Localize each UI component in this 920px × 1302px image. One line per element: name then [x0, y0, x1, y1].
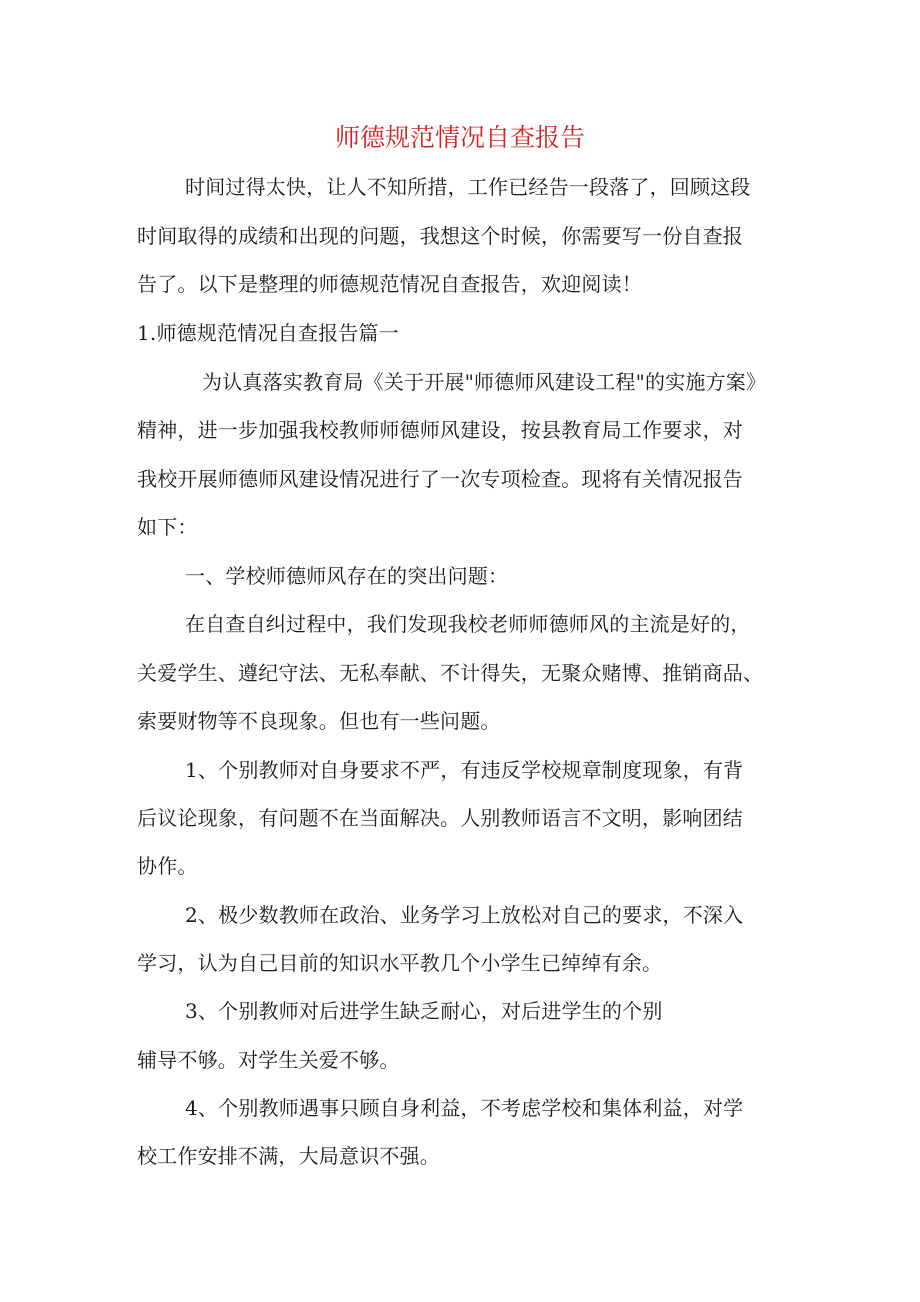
intro-line: 时间取得的成绩和出现的问题，我想这个时候，你需要写一份自查报	[137, 224, 743, 248]
intro-line: 告了。以下是整理的师德规范情况自查报告，欢迎阅读！	[137, 272, 642, 296]
paragraph-line: 精神，进一步加强我校教师师德师风建设，按县教育局工作要求，对	[137, 418, 743, 442]
list-item-line: 1、个别教师对自身要求不严，有违反学校规章制度现象，有背	[185, 758, 744, 782]
section-heading: 1.师德规范情况自查报告篇一	[137, 321, 399, 345]
paragraph-line: 如下：	[137, 515, 198, 539]
paragraph-line: 在自查自纠过程中，我们发现我校老师师德师风的主流是好的，	[185, 612, 751, 636]
page-title: 师德规范情况自查报告	[334, 123, 585, 152]
list-item-line: 辅导不够。对学生关爱不够。	[137, 1048, 400, 1072]
paragraph-line: 为认真落实教育局《关于开展"师德师风建设工程"的实施方案》	[202, 370, 767, 394]
list-item-line: 后议论现象，有问题不在当面解决。人别教师语言不文明，影响团结	[137, 806, 743, 830]
subheading: 一、学校师德师风存在的突出问题：	[185, 564, 509, 588]
list-item-line: 学习，认为自己目前的知识水平教几个小学生已绰绰有余。	[137, 951, 663, 975]
paragraph-line: 关爱学生、遵纪守法、无私奉献、不计得失，无聚众赌博、推销商品、	[137, 661, 764, 685]
list-item-line: 2、极少数教师在政治、业务学习上放松对自己的要求，不深入	[185, 903, 744, 927]
paragraph-line: 我校开展师德师风建设情况进行了一次专项检查。现将有关情况报告	[137, 467, 743, 491]
list-item-line: 协作。	[137, 854, 198, 878]
list-item-line: 校工作安排不满，大局意识不强。	[137, 1144, 440, 1168]
list-item-line: 4、个别教师遇事只顾自身利益，不考虑学校和集体利益，对学	[185, 1096, 744, 1120]
paragraph-line: 索要财物等不良现象。但也有一些问题。	[137, 709, 501, 733]
list-item-line: 3、个别教师对后进学生缺乏耐心，对后进学生的个别	[185, 999, 663, 1023]
intro-line: 时间过得太快，让人不知所措，工作已经告一段落了，回顾这段	[185, 175, 751, 199]
